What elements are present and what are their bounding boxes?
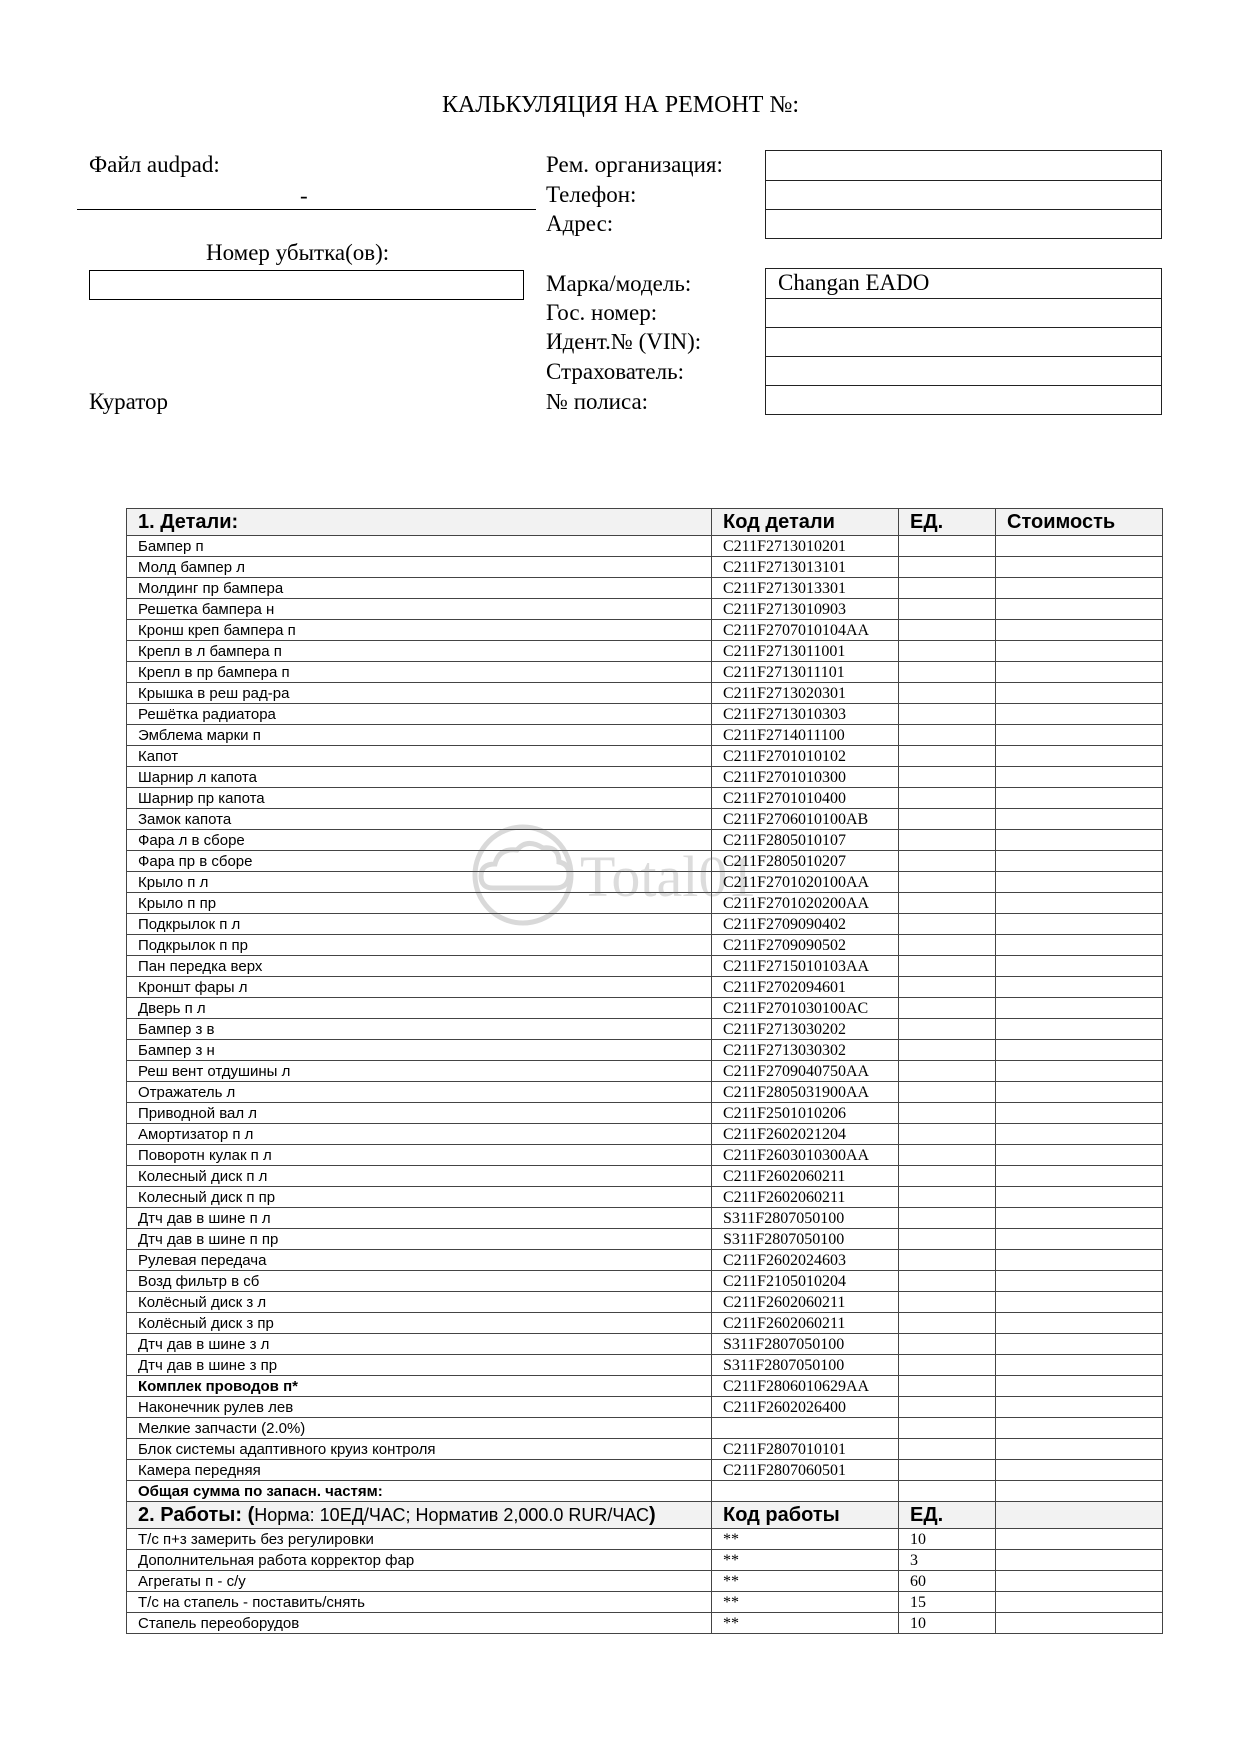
part-cost (996, 809, 1163, 830)
calculation-table (126, 508, 1163, 1634)
part-cost (996, 1061, 1163, 1082)
parts-row (127, 1460, 1163, 1481)
work-code: ** (712, 1613, 899, 1634)
insurer-field[interactable] (766, 356, 1161, 385)
part-cost (996, 1376, 1163, 1397)
part-cost (996, 1418, 1163, 1439)
part-cost (996, 1208, 1163, 1229)
parts-row (127, 1439, 1163, 1460)
part-unit (899, 788, 996, 809)
parts-row (127, 725, 1163, 746)
part-unit (899, 1292, 996, 1313)
part-unit (899, 956, 996, 977)
parts-row (127, 536, 1163, 557)
part-cost (996, 851, 1163, 872)
part-name: Решетка бампера н (127, 599, 712, 620)
part-unit (899, 935, 996, 956)
parts-row (127, 1355, 1163, 1376)
parts-row (127, 809, 1163, 830)
part-cost (996, 1124, 1163, 1145)
works-header-norm: Норма: 10ЕД/ЧАС; Норматив 2,000.0 RUR/ЧАС (254, 1505, 650, 1525)
part-code: C211F2701020200AA (712, 893, 899, 914)
part-cost (996, 620, 1163, 641)
part-name: Колесный диск п л (127, 1166, 712, 1187)
part-code: C211F2701020100AA (712, 872, 899, 893)
part-unit (899, 1418, 996, 1439)
part-cost (996, 557, 1163, 578)
part-unit (899, 725, 996, 746)
part-name: Решётка радиатора (127, 704, 712, 725)
part-unit (899, 893, 996, 914)
part-unit (899, 1250, 996, 1271)
part-name: Капот (127, 746, 712, 767)
part-name: Крепл в пр бампера п (127, 662, 712, 683)
part-cost (996, 893, 1163, 914)
policy-field[interactable] (766, 385, 1161, 414)
part-unit (899, 641, 996, 662)
part-code: C211F2807060501 (712, 1460, 899, 1481)
parts-row (127, 935, 1163, 956)
part-code: C211F2602060211 (712, 1187, 899, 1208)
part-code: C211F2701010102 (712, 746, 899, 767)
parts-row (127, 893, 1163, 914)
work-unit: 10 (899, 1613, 996, 1634)
parts-row (127, 620, 1163, 641)
part-name: Рулевая передача (127, 1250, 712, 1271)
part-name: Камера передняя (127, 1460, 712, 1481)
phone-label: Телефон: (546, 182, 637, 207)
works-header-close: ) (649, 1504, 656, 1526)
parts-row (127, 1208, 1163, 1229)
part-unit (899, 578, 996, 599)
part-unit (899, 872, 996, 893)
part-unit (899, 1460, 996, 1481)
part-code: C211F2715010103AA (712, 956, 899, 977)
part-code: C211F2714011100 (712, 725, 899, 746)
work-code: ** (712, 1529, 899, 1550)
file-value: - (300, 183, 308, 208)
parts-header-name: 1. Детали: (127, 509, 712, 536)
part-cost (996, 1313, 1163, 1334)
part-unit (899, 851, 996, 872)
part-cost (996, 788, 1163, 809)
part-name: Молдинг пр бампера (127, 578, 712, 599)
part-name: Дтч дав в шине з л (127, 1334, 712, 1355)
part-unit (899, 683, 996, 704)
part-code: S311F2807050100 (712, 1334, 899, 1355)
part-code: C211F2713010903 (712, 599, 899, 620)
part-unit (899, 1040, 996, 1061)
part-name: Реш вент отдушины л (127, 1061, 712, 1082)
part-cost (996, 683, 1163, 704)
curator-label: Куратор (89, 389, 168, 414)
part-cost (996, 725, 1163, 746)
part-code: C211F2602060211 (712, 1313, 899, 1334)
part-unit (899, 746, 996, 767)
part-code: C211F2105010204 (712, 1271, 899, 1292)
part-name: Колёсный диск з пр (127, 1313, 712, 1334)
parts-header-unit: ЕД. (899, 509, 996, 536)
part-unit (899, 662, 996, 683)
part-name: Фара л в сборе (127, 830, 712, 851)
part-name: Комплек проводов п* (127, 1376, 712, 1397)
parts-row (127, 662, 1163, 683)
plate-field[interactable] (766, 298, 1161, 327)
part-cost (996, 1040, 1163, 1061)
part-cost (996, 1229, 1163, 1250)
part-cost (996, 935, 1163, 956)
part-cost (996, 1187, 1163, 1208)
part-code: C211F2702094601 (712, 977, 899, 998)
part-cost (996, 977, 1163, 998)
parts-row (127, 746, 1163, 767)
part-cost (996, 704, 1163, 725)
work-cost (996, 1571, 1163, 1592)
part-name: Колёсный диск з л (127, 1292, 712, 1313)
parts-row (127, 1019, 1163, 1040)
part-unit (899, 1166, 996, 1187)
loss-number-label: Номер убытка(ов): (206, 240, 390, 265)
part-code: C211F2805010107 (712, 830, 899, 851)
part-cost (996, 1481, 1163, 1502)
work-unit: 3 (899, 1550, 996, 1571)
vin-label: Идент.№ (VIN): (546, 329, 702, 354)
part-code: C211F2805010207 (712, 851, 899, 872)
part-code: C211F2713011101 (712, 662, 899, 683)
part-name: Бампер з н (127, 1040, 712, 1061)
works-row (127, 1613, 1163, 1634)
work-name: Т/с п+з замерить без регулировки (127, 1529, 712, 1550)
parts-row (127, 683, 1163, 704)
work-cost (996, 1592, 1163, 1613)
part-unit (899, 1103, 996, 1124)
part-cost (996, 830, 1163, 851)
part-code: C211F2602024603 (712, 1250, 899, 1271)
parts-row (127, 1292, 1163, 1313)
model-label: Марка/модель: (546, 271, 692, 296)
part-code: C211F2602060211 (712, 1292, 899, 1313)
part-unit (899, 1145, 996, 1166)
part-name: Амортизатор п л (127, 1124, 712, 1145)
part-code: C211F2701010300 (712, 767, 899, 788)
part-cost (996, 998, 1163, 1019)
part-code: S311F2807050100 (712, 1229, 899, 1250)
part-unit (899, 704, 996, 725)
repair-org-fields (765, 150, 1162, 239)
part-code: C211F2501010206 (712, 1103, 899, 1124)
work-code: ** (712, 1592, 899, 1613)
parts-row (127, 578, 1163, 599)
work-cost (996, 1529, 1163, 1550)
works-row (127, 1529, 1163, 1550)
part-unit (899, 599, 996, 620)
part-unit (899, 1481, 996, 1502)
part-code: C211F2713020301 (712, 683, 899, 704)
part-code: C211F2707010104AA (712, 620, 899, 641)
part-cost (996, 536, 1163, 557)
part-cost (996, 1439, 1163, 1460)
part-code (712, 1481, 899, 1502)
part-name: Молд бампер л (127, 557, 712, 578)
part-unit (899, 1397, 996, 1418)
part-name: Дтч дав в шине п пр (127, 1229, 712, 1250)
part-code: C211F2701010400 (712, 788, 899, 809)
part-name: Колесный диск п пр (127, 1187, 712, 1208)
parts-row (127, 1103, 1163, 1124)
works-header-title (127, 1502, 712, 1529)
part-cost (996, 914, 1163, 935)
part-code: S311F2807050100 (712, 1355, 899, 1376)
parts-row (127, 998, 1163, 1019)
part-unit (899, 1376, 996, 1397)
part-cost (996, 1019, 1163, 1040)
parts-row (127, 557, 1163, 578)
parts-row (127, 1418, 1163, 1439)
part-name: Бампер п (127, 536, 712, 557)
part-name: Фара пр в сборе (127, 851, 712, 872)
part-cost (996, 1397, 1163, 1418)
parts-row (127, 641, 1163, 662)
part-cost (996, 767, 1163, 788)
parts-header-code: Код детали (712, 509, 899, 536)
plate-label: Гос. номер: (546, 300, 658, 325)
part-unit (899, 620, 996, 641)
insurer-label: Страхователь: (546, 359, 684, 384)
parts-row (127, 1250, 1163, 1271)
works-row (127, 1592, 1163, 1613)
document-title: КАЛЬКУЛЯЦИЯ НА РЕМОНТ №: (441, 92, 800, 118)
parts-row (127, 1082, 1163, 1103)
parts-row (127, 1145, 1163, 1166)
works-header-unit: ЕД. (899, 1502, 996, 1529)
part-code: C211F2805031900AA (712, 1082, 899, 1103)
part-name: Пан передка верх (127, 956, 712, 977)
part-name: Эмблема марки п (127, 725, 712, 746)
file-underline (77, 209, 536, 210)
work-name: Стапель переоборудов (127, 1613, 712, 1634)
part-name: Бампер з в (127, 1019, 712, 1040)
parts-row (127, 1166, 1163, 1187)
work-unit: 10 (899, 1529, 996, 1550)
parts-row (127, 1271, 1163, 1292)
repair-org-field[interactable] (766, 151, 1161, 180)
work-unit: 15 (899, 1592, 996, 1613)
part-cost (996, 1250, 1163, 1271)
work-cost (996, 1613, 1163, 1634)
part-name: Возд фильтр в сб (127, 1271, 712, 1292)
policy-label: № полиса: (546, 389, 649, 414)
part-unit (899, 998, 996, 1019)
work-code: ** (712, 1571, 899, 1592)
part-name: Крепл в л бампера п (127, 641, 712, 662)
work-unit: 60 (899, 1571, 996, 1592)
part-unit (899, 536, 996, 557)
part-code: C211F2709090402 (712, 914, 899, 935)
part-code: C211F2713013101 (712, 557, 899, 578)
parts-row (127, 1229, 1163, 1250)
work-name: Агрегаты п - с/у (127, 1571, 712, 1592)
part-name: Мелкие запчасти (2.0%) (127, 1418, 712, 1439)
part-code: C211F2602021204 (712, 1124, 899, 1145)
part-code (712, 1418, 899, 1439)
work-cost (996, 1550, 1163, 1571)
parts-row (127, 1313, 1163, 1334)
parts-row (127, 830, 1163, 851)
parts-row (127, 872, 1163, 893)
part-unit (899, 1313, 996, 1334)
part-cost (996, 1166, 1163, 1187)
parts-row (127, 788, 1163, 809)
parts-row (127, 1187, 1163, 1208)
parts-header-cost: Стоимость (996, 509, 1163, 536)
file-label: Файл audpad: (89, 152, 220, 177)
part-unit (899, 1187, 996, 1208)
part-name: Наконечник рулев лев (127, 1397, 712, 1418)
parts-header-row (127, 509, 1163, 536)
part-code: C211F2713013301 (712, 578, 899, 599)
part-code: C211F2806010629AA (712, 1376, 899, 1397)
part-code: C211F2713010303 (712, 704, 899, 725)
vehicle-fields (765, 268, 1162, 415)
works-header-code: Код работы (712, 1502, 899, 1529)
work-name: Дополнительная работа корректор фар (127, 1550, 712, 1571)
part-name: Подкрылок п пр (127, 935, 712, 956)
part-cost (996, 1460, 1163, 1481)
part-name: Дверь п л (127, 998, 712, 1019)
part-cost (996, 1334, 1163, 1355)
works-header-cost (996, 1502, 1163, 1529)
part-name: Кроншт фары л (127, 977, 712, 998)
works-header-row (127, 1502, 1163, 1529)
work-code: ** (712, 1550, 899, 1571)
part-name: Отражатель л (127, 1082, 712, 1103)
part-unit (899, 557, 996, 578)
part-unit (899, 1355, 996, 1376)
works-row (127, 1550, 1163, 1571)
part-cost (996, 1082, 1163, 1103)
part-unit (899, 1439, 996, 1460)
address-label: Адрес: (546, 211, 614, 236)
part-cost (996, 1355, 1163, 1376)
parts-row (127, 704, 1163, 725)
part-code: C211F2701030100AC (712, 998, 899, 1019)
part-unit (899, 767, 996, 788)
part-cost (996, 1145, 1163, 1166)
parts-row (127, 1481, 1163, 1502)
part-unit (899, 1124, 996, 1145)
part-name: Крыло п л (127, 872, 712, 893)
part-code: S311F2807050100 (712, 1208, 899, 1229)
part-cost (996, 599, 1163, 620)
part-unit (899, 1082, 996, 1103)
part-code: C211F2713030302 (712, 1040, 899, 1061)
part-name: Дтч дав в шине з пр (127, 1355, 712, 1376)
model-field[interactable]: Changan EADO (778, 270, 930, 295)
address-field[interactable] (766, 209, 1161, 238)
parts-row (127, 1061, 1163, 1082)
parts-row (127, 1397, 1163, 1418)
parts-row (127, 851, 1163, 872)
vin-field[interactable] (766, 327, 1161, 356)
part-name: Поворотн кулак п л (127, 1145, 712, 1166)
parts-row (127, 1376, 1163, 1397)
part-code: C211F2709040750AA (712, 1061, 899, 1082)
part-name: Дтч дав в шине п л (127, 1208, 712, 1229)
parts-row (127, 956, 1163, 977)
part-code: C211F2713011001 (712, 641, 899, 662)
part-cost (996, 641, 1163, 662)
part-unit (899, 914, 996, 935)
part-cost (996, 1103, 1163, 1124)
parts-row (127, 1124, 1163, 1145)
part-code: C211F2603010300AA (712, 1145, 899, 1166)
loss-number-field[interactable] (89, 270, 524, 300)
part-code: C211F2706010100AB (712, 809, 899, 830)
part-unit (899, 809, 996, 830)
parts-row (127, 767, 1163, 788)
parts-row (127, 977, 1163, 998)
part-unit (899, 1061, 996, 1082)
phone-field[interactable] (766, 180, 1161, 209)
part-cost (996, 746, 1163, 767)
part-name: Общая сумма по запасн. частям: (127, 1481, 712, 1502)
part-name: Крышка в реш рад-ра (127, 683, 712, 704)
part-cost (996, 662, 1163, 683)
part-cost (996, 1292, 1163, 1313)
part-name: Шарнир пр капота (127, 788, 712, 809)
works-row (127, 1571, 1163, 1592)
part-name: Приводной вал л (127, 1103, 712, 1124)
work-name: Т/с на стапель - поставить/снять (127, 1592, 712, 1613)
part-name: Крыло п пр (127, 893, 712, 914)
part-code: C211F2709090502 (712, 935, 899, 956)
part-unit (899, 1208, 996, 1229)
watermark-text: Total01 (580, 844, 757, 909)
part-unit (899, 1271, 996, 1292)
part-name: Шарнир л капота (127, 767, 712, 788)
part-cost (996, 1271, 1163, 1292)
part-unit (899, 977, 996, 998)
part-name: Подкрылок п л (127, 914, 712, 935)
part-code: C211F2602026400 (712, 1397, 899, 1418)
part-name: Замок капота (127, 809, 712, 830)
part-cost (996, 956, 1163, 977)
part-code: C211F2602060211 (712, 1166, 899, 1187)
repair-org-label: Рем. организация: (546, 152, 723, 177)
works-header-main: 2. Работы: ( (138, 1504, 255, 1526)
part-unit (899, 830, 996, 851)
part-code: C211F2713030202 (712, 1019, 899, 1040)
part-name: Кронш креп бампера п (127, 620, 712, 641)
parts-row (127, 1040, 1163, 1061)
part-cost (996, 578, 1163, 599)
part-name: Блок системы адаптивного круиз контроля (127, 1439, 712, 1460)
part-code: C211F2807010101 (712, 1439, 899, 1460)
part-cost (996, 872, 1163, 893)
part-unit (899, 1334, 996, 1355)
part-unit (899, 1229, 996, 1250)
parts-row (127, 914, 1163, 935)
parts-row (127, 1334, 1163, 1355)
part-unit (899, 1019, 996, 1040)
parts-row (127, 599, 1163, 620)
part-code: C211F2713010201 (712, 536, 899, 557)
